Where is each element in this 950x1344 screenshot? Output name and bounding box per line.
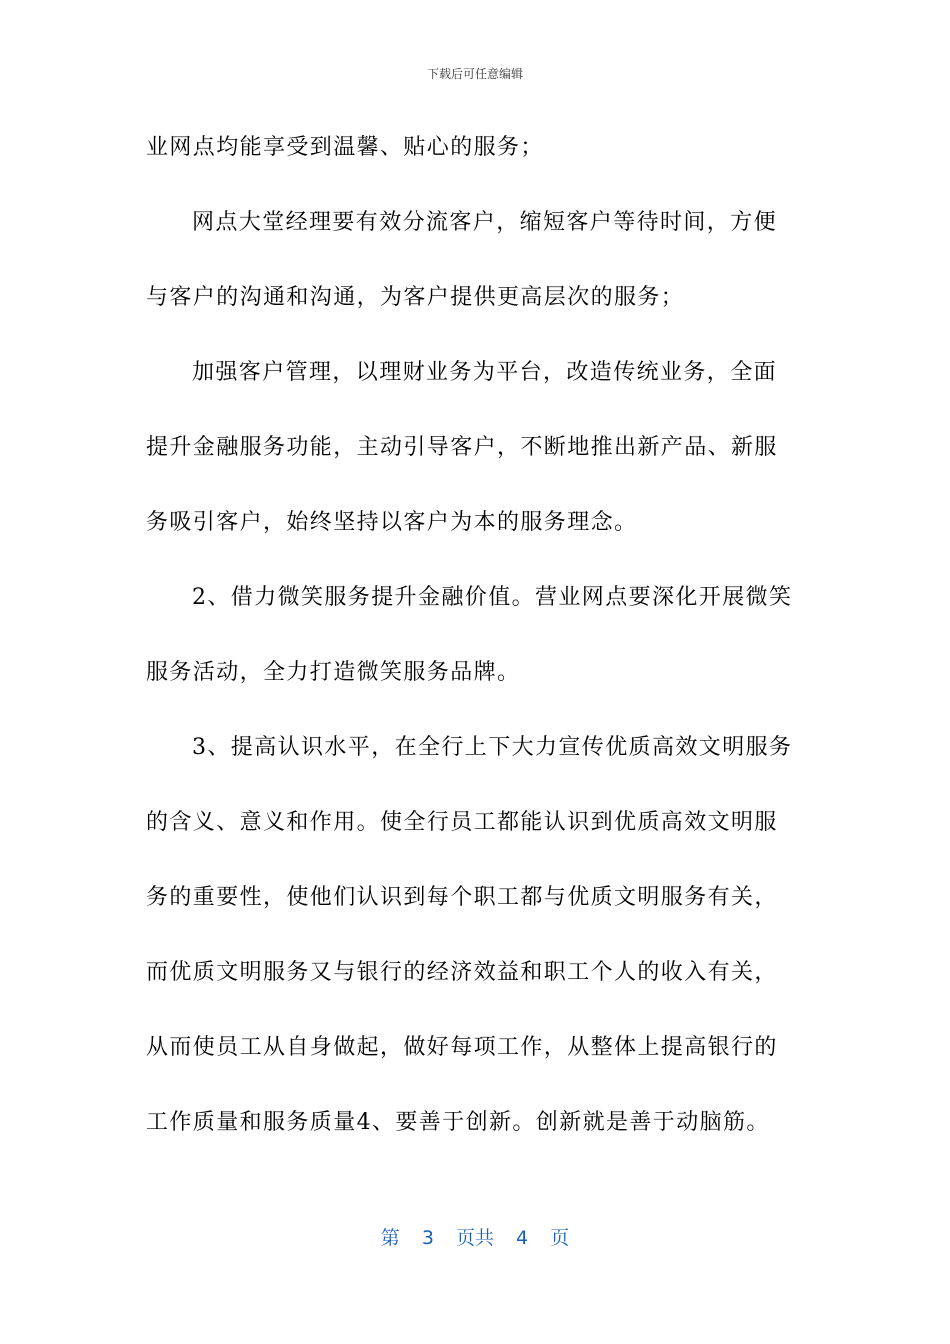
body-line-13: 从而使员工从自身做起，做好每项工作，从整体上提高银行的 [146,1035,778,1060]
body-line-8: 服务活动，全力打造微笑服务品牌。 [146,660,521,685]
footer-current-page: 3 [421,1227,434,1249]
body-line-9: 3、提高认识水平，在全行上下大力宣传优质高效文明服务 [192,735,793,760]
footer-middle: 页共 [455,1227,494,1249]
body-line-7: 2、借力微笑服务提升金融价值。营业网点要深化开展微笑 [192,585,793,610]
footer-total-pages: 4 [516,1227,529,1249]
body-line-6: 务吸引客户，始终坚持以客户为本的服务理念。 [146,510,638,535]
page-header-note: 下载后可任意编辑 [426,67,523,81]
body-line-11: 务的重要性，使他们认识到每个职工都与优质文明服务有关， [146,885,778,910]
footer-prefix: 第 [380,1227,400,1249]
document-body [146,125,806,1175]
body-line-3: 与客户的沟通和沟通，为客户提供更高层次的服务； [146,285,685,310]
footer-suffix: 页 [550,1227,570,1249]
body-line-4: 加强客户管理，以理财业务为平台，改造传统业务，全面 [192,360,778,385]
body-line-10: 的含义、意义和作用。使全行员工都能认识到优质高效文明服 [146,810,778,835]
body-line-12: 而优质文明服务又与银行的经济效益和职工个人的收入有关， [146,960,778,985]
body-line-5: 提升金融服务功能，主动引导客户，不断地推出新产品、新服 [146,435,778,460]
body-line-1: 业网点均能享受到温馨、贴心的服务； [146,135,544,160]
page-footer [0,1224,950,1252]
body-line-2: 网点大堂经理要有效分流客户，缩短客户等待时间，方便 [192,210,778,235]
body-line-14: 工作质量和服务质量4、要善于创新。创新就是善于动脑筋。 [146,1110,770,1135]
